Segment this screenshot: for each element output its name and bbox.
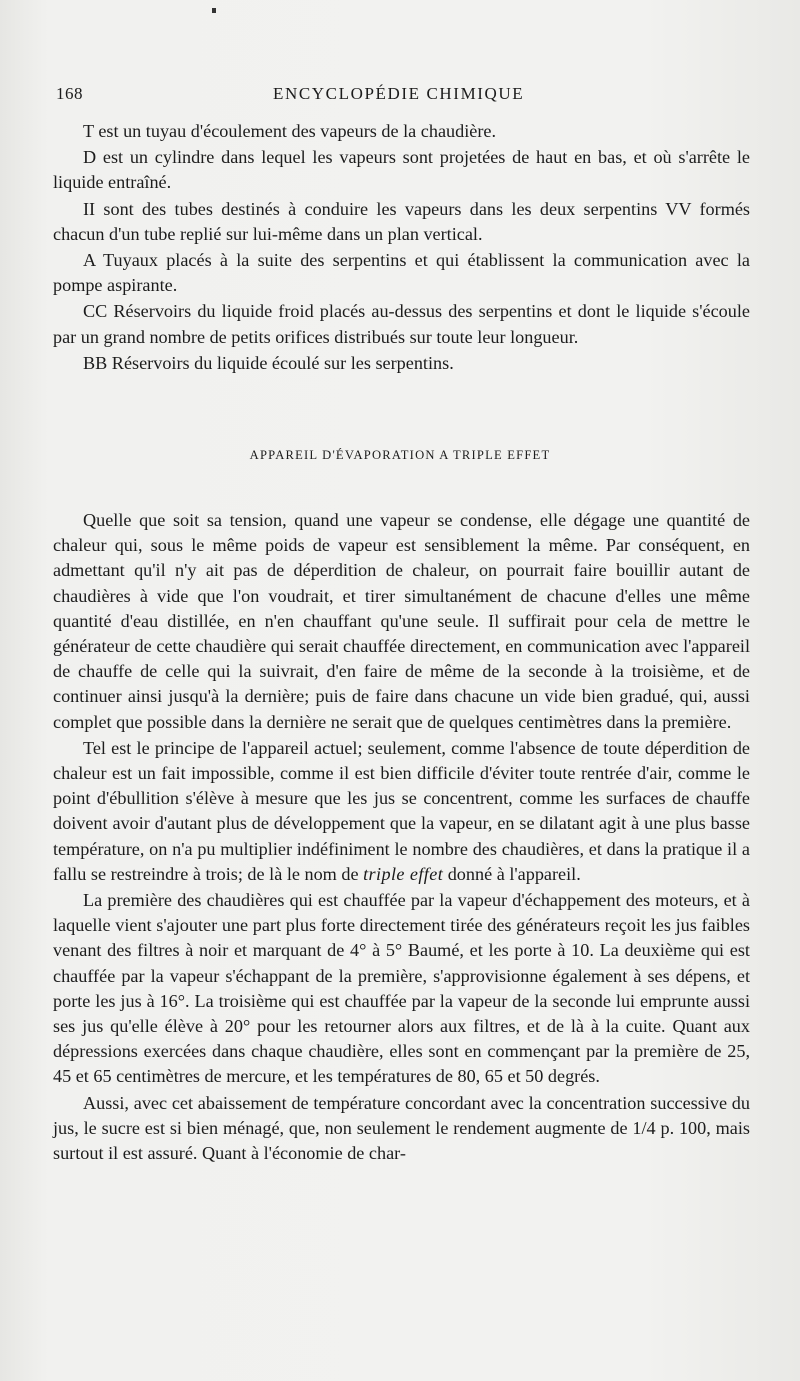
paragraph-yield: Aussi, avec cet abaissement de température concordant avec la concentration successive du jus, le sucre est si bien ménagé, que, non seulement le rendement augmente de 1/4 p. 100, mais surtout il est assuré. Quant à l'économie de char-: [53, 1092, 750, 1164]
italic-term: triple effet: [363, 863, 444, 884]
figure-legend: [53, 119, 750, 377]
page-number: 168: [56, 84, 83, 103]
legend-item-a: A Tuyaux placés à la suite des serpentins et qui établissent la communication avec la pompe aspirante.: [53, 250, 750, 296]
paragraph-apparatus-text-start: Tel est le principe de l'appareil actuel; seulement, comme l'absence de toute déperdition de chaleur est un fait impossible, comme il est bien difficile d'éviter toute rentrée d'air, comme le point d'ébullition s'élève à mesure que les jus se concentrent, comme les surfaces de chauffe doivent avoir d'autant plus de développement que la vapeur, en se dilatant agit à une plus basse température, on n'a pu multiplier indéfiniment le nombre des chaudières, et dans la pratique il a fallu se restreindre à trois; de là le nom de: [53, 737, 750, 884]
paragraph-apparatus: [53, 736, 750, 887]
legend-item-d: D est un cylindre dans lequel les vapeurs sont projetées de haut en bas, et où s'arrête le liquide entraîné.: [53, 147, 750, 193]
body-text: [53, 508, 750, 1166]
page-header: [56, 84, 746, 108]
paragraph-apparatus-text-end: donné à l'appareil.: [443, 863, 581, 884]
paragraph-principle: Quelle que soit sa tension, quand une vapeur se condense, elle dégage une quantité de chaleur qui, sous le même poids de vapeur est sensiblement la même. Par conséquent, en admettant qu'il n'y ait pas de déperdition de chaleur, on pourrait faire bouillir autant de chaudières à vide que l'on voudrait, et tirer simultanément de chacune d'elles une même quantité d'eau distillée, en n'en chauffant qu'une seule. Il suffirait pour cela de mettre le générateur de cette chaudière qui serait chauffée directement, en communication avec l'appareil de chauffe de celle qui la suivrait, d'en faire de même de la seconde à la troisième, et de continuer ainsi jusqu'à la dernière; puis de faire dans chacune un vide bien gradué, qui, aussi complet que possible dans la dernière ne serait que de quelques centimètres dans la première.: [53, 510, 750, 732]
running-title: ENCYCLOPÉDIE CHIMIQUE: [273, 84, 525, 103]
legend-item-bb: BB Réservoirs du liquide écoulé sur les serpentins.: [83, 352, 454, 373]
paragraph-boilers: La première des chaudières qui est chauffée par la vapeur d'échappement des moteurs, et à laquelle vient s'ajouter une part plus forte directement tirée des générateurs reçoit les jus faibles venant des filtres à noir et marquant de 4° à 5° Baumé, et les porte à 10. La deuxième qui est chauffée par la vapeur s'échappant de la première, s'approvisionne également à ses dépens, et porte les jus à 16°. La troisième qui est chauffée par la vapeur de la seconde lui emprunte aussi ses jus qu'elle élève à 20° pour les retourner alors aux filtres, et de là à la cuite. Quant aux dépressions exercées dans chaque chaudière, elles sont en commençant par la première de 25, 45 et 65 centimètres de mercure, et les températures de 80, 65 et 50 degrés.: [53, 890, 750, 1087]
section-title: APPAREIL D'ÉVAPORATION A TRIPLE EFFET: [249, 448, 551, 462]
legend-item-cc: CC Réservoirs du liquide froid placés au-dessus des serpentins et dont le liquide s'écoule par un grand nombre de petits orifices distribués sur toute leur longueur.: [53, 301, 750, 347]
legend-item-t: T est un tuyau d'écoulement des vapeurs de la chaudière.: [83, 121, 497, 141]
print-mark: [212, 8, 216, 13]
legend-item-ii: II sont des tubes destinés à conduire les vapeurs dans les deux serpentins VV formés chacun d'un tube replié sur lui-même dans un plan vertical.: [53, 198, 750, 244]
